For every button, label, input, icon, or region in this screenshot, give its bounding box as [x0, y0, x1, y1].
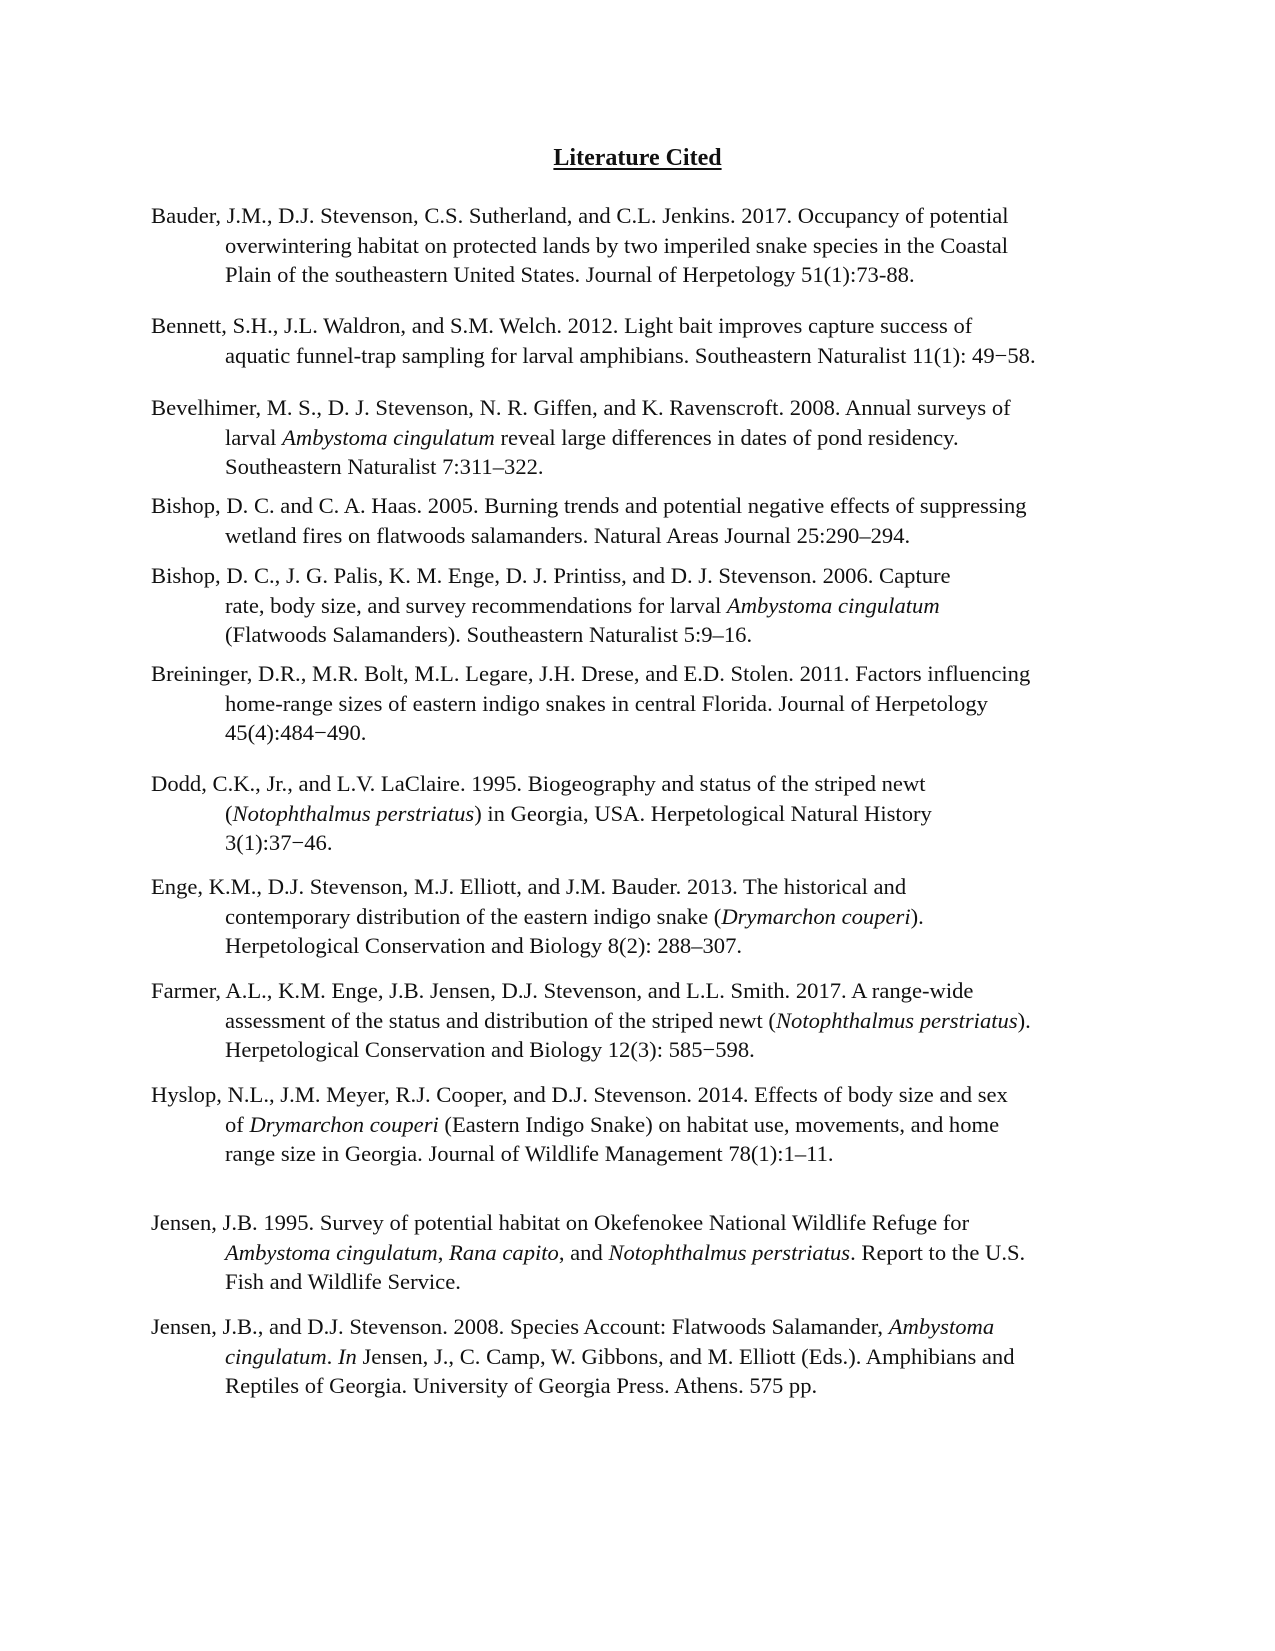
reference-text: aquatic funnel-trap sampling for larval amphibians. Southeastern Naturalist 11(1): 49−58.: [225, 342, 1036, 368]
reference-italic-text: Notophthalmus perstriatus: [608, 1239, 851, 1265]
reference-entry: [151, 201, 1141, 290]
reference-line: [151, 1238, 1141, 1268]
reference-entry: [151, 1208, 1141, 1297]
reference-line: [151, 591, 1141, 621]
reference-italic-text: Drymarchon couperi: [721, 903, 911, 929]
reference-line: [151, 393, 1141, 423]
reference-text: Herpetological Conservation and Biology 12(3): 585−598.: [225, 1037, 755, 1063]
reference-text: (: [225, 800, 233, 826]
reference-text: Bevelhimer, M. S., D. J. Stevenson, N. R. Giffen, and K. Ravenscroft. 2008. Annual surveys of: [151, 395, 1011, 420]
reference-line: [151, 1267, 1141, 1297]
reference-line: [151, 1208, 1141, 1238]
reference-line: [151, 491, 1141, 521]
reference-text: Dodd, C.K., Jr., and L.V. LaClaire. 1995. Biogeography and status of the striped newt: [151, 771, 926, 796]
reference-line: [151, 341, 1141, 371]
reference-text: Bauder, J.M., D.J. Stevenson, C.S. Sutherland, and C.L. Jenkins. 2017. Occupancy of potential: [151, 203, 1009, 228]
reference-text: Farmer, A.L., K.M. Enge, J.B. Jensen, D.J. Stevenson, and L.L. Smith. 2017. A range-wide: [151, 978, 974, 1003]
reference-entry: [151, 561, 1141, 650]
reference-line: [151, 689, 1141, 719]
reference-entry: [151, 393, 1141, 482]
reference-entry: [151, 872, 1141, 961]
reference-text: ) in Georgia, USA. Herpetological Natural History: [474, 800, 932, 826]
reference-entry: [151, 769, 1141, 858]
reference-line: [151, 201, 1141, 231]
reference-line: [151, 1371, 1141, 1401]
reference-italic-text: Ambystoma cingulatum: [282, 424, 495, 450]
reference-line: [151, 902, 1141, 932]
reference-line: [151, 521, 1141, 551]
reference-line: [151, 718, 1141, 748]
reference-text: Southeastern Naturalist 7:311–322.: [225, 454, 544, 480]
reference-text: Jensen, J.B., and D.J. Stevenson. 2008. Species Account: Flatwoods Salamander,: [151, 1314, 889, 1339]
reference-entry: [151, 311, 1141, 370]
reference-text: reveal large differences in dates of pond residency.: [494, 424, 959, 450]
reference-italic-text: Ambystoma: [888, 1314, 995, 1339]
reference-italic-text: Ambystoma cingulatum: [225, 1239, 438, 1265]
reference-entry: [151, 976, 1141, 1065]
reference-entry: [151, 491, 1141, 550]
reference-entry: [151, 659, 1141, 748]
reference-text: Jensen, J.B. 1995. Survey of potential habitat on Okefenokee National Wildlife Refuge for: [151, 1210, 970, 1235]
reference-line: [151, 769, 1141, 799]
reference-line: [151, 561, 1141, 591]
reference-text: (Flatwoods Salamanders). Southeastern Naturalist 5:9–16.: [225, 622, 753, 648]
reference-text: Jensen, J., C. Camp, W. Gibbons, and M. Elliott (Eds.). Amphibians and: [356, 1343, 1015, 1369]
reference-line: [151, 260, 1141, 290]
reference-text: Breininger, D.R., M.R. Bolt, M.L. Legare, J.H. Drese, and E.D. Stolen. 2011. Factors influencing: [151, 661, 1031, 686]
reference-text: ).: [910, 903, 924, 929]
reference-line: [151, 976, 1141, 1006]
reference-text: contemporary distribution of the eastern indigo snake (: [225, 903, 722, 929]
reference-italic-text: Notophthalmus perstriatus: [232, 800, 475, 826]
reference-text: larval: [225, 424, 283, 450]
reference-line: [151, 799, 1141, 829]
reference-text: Reptiles of Georgia. University of Georgia Press. Athens. 575 pp.: [225, 1373, 818, 1399]
reference-text: , and: [558, 1239, 609, 1265]
reference-text: home-range sizes of eastern indigo snakes in central Florida. Journal of Herpetology: [225, 690, 988, 716]
reference-entry: [151, 1312, 1141, 1401]
reference-text: Plain of the southeastern United States. Journal of Herpetology 51(1):73-88.: [225, 262, 915, 288]
reference-line: [151, 1035, 1141, 1065]
reference-text: Herpetological Conservation and Biology 8(2): 288–307.: [225, 933, 743, 959]
reference-text: 45(4):484−490.: [225, 720, 367, 746]
reference-line: [151, 872, 1141, 902]
reference-text: ).: [1017, 1007, 1031, 1033]
reference-line: [151, 1006, 1141, 1036]
reference-italic-text: Rana capito: [449, 1239, 559, 1265]
reference-entry: [151, 1080, 1141, 1169]
reference-line: [151, 659, 1141, 689]
reference-text: . Report to the U.S.: [850, 1239, 1026, 1265]
reference-text: .: [326, 1343, 338, 1369]
reference-text: (Eastern Indigo Snake) on habitat use, movements, and home: [438, 1111, 1000, 1137]
reference-line: [151, 1080, 1141, 1110]
reference-text: 3(1):37−46.: [225, 830, 333, 856]
reference-text: range size in Georgia. Journal of Wildlife Management 78(1):1–11.: [225, 1141, 834, 1167]
reference-text: Enge, K.M., D.J. Stevenson, M.J. Elliott, and J.M. Bauder. 2013. The historical and: [151, 874, 907, 899]
reference-text: assessment of the status and distribution of the striped newt (: [225, 1007, 776, 1033]
reference-text: Fish and Wildlife Service.: [225, 1269, 461, 1295]
reference-text: Bennett, S.H., J.L. Waldron, and S.M. Welch. 2012. Light bait improves capture success of: [151, 313, 973, 338]
reference-line: [151, 452, 1141, 482]
reference-text: of: [225, 1111, 250, 1137]
reference-line: [151, 311, 1141, 341]
reference-text: ,: [437, 1239, 450, 1265]
reference-text: Hyslop, N.L., J.M. Meyer, R.J. Cooper, and D.J. Stevenson. 2014. Effects of body size and sex: [151, 1082, 1008, 1107]
reference-italic-text: In: [337, 1343, 357, 1369]
reference-italic-text: Drymarchon couperi: [249, 1111, 439, 1137]
reference-text: wetland fires on flatwoods salamanders. Natural Areas Journal 25:290–294.: [225, 522, 911, 548]
reference-line: [151, 1110, 1141, 1140]
reference-line: [151, 1139, 1141, 1169]
reference-line: [151, 1342, 1141, 1372]
reference-italic-text: cingulatum: [225, 1343, 327, 1369]
reference-line: [151, 231, 1141, 261]
reference-line: [151, 620, 1141, 650]
reference-italic-text: Notophthalmus perstriatus: [775, 1007, 1018, 1033]
page-title: Literature Cited: [553, 145, 722, 171]
reference-line: [151, 828, 1141, 858]
reference-line: [151, 423, 1141, 453]
reference-text: overwintering habitat on protected lands by two imperiled snake species in the Coastal: [225, 232, 1009, 258]
reference-text: Bishop, D. C., J. G. Palis, K. M. Enge, D. J. Printiss, and D. J. Stevenson. 2006. Capture: [151, 563, 951, 588]
reference-italic-text: Ambystoma cingulatum: [726, 592, 940, 618]
reference-text: Bishop, D. C. and C. A. Haas. 2005. Burning trends and potential negative effects of suppressing: [151, 493, 1027, 518]
reference-line: [151, 1312, 1141, 1342]
reference-line: [151, 931, 1141, 961]
reference-text: rate, body size, and survey recommendations for larval: [225, 592, 727, 618]
